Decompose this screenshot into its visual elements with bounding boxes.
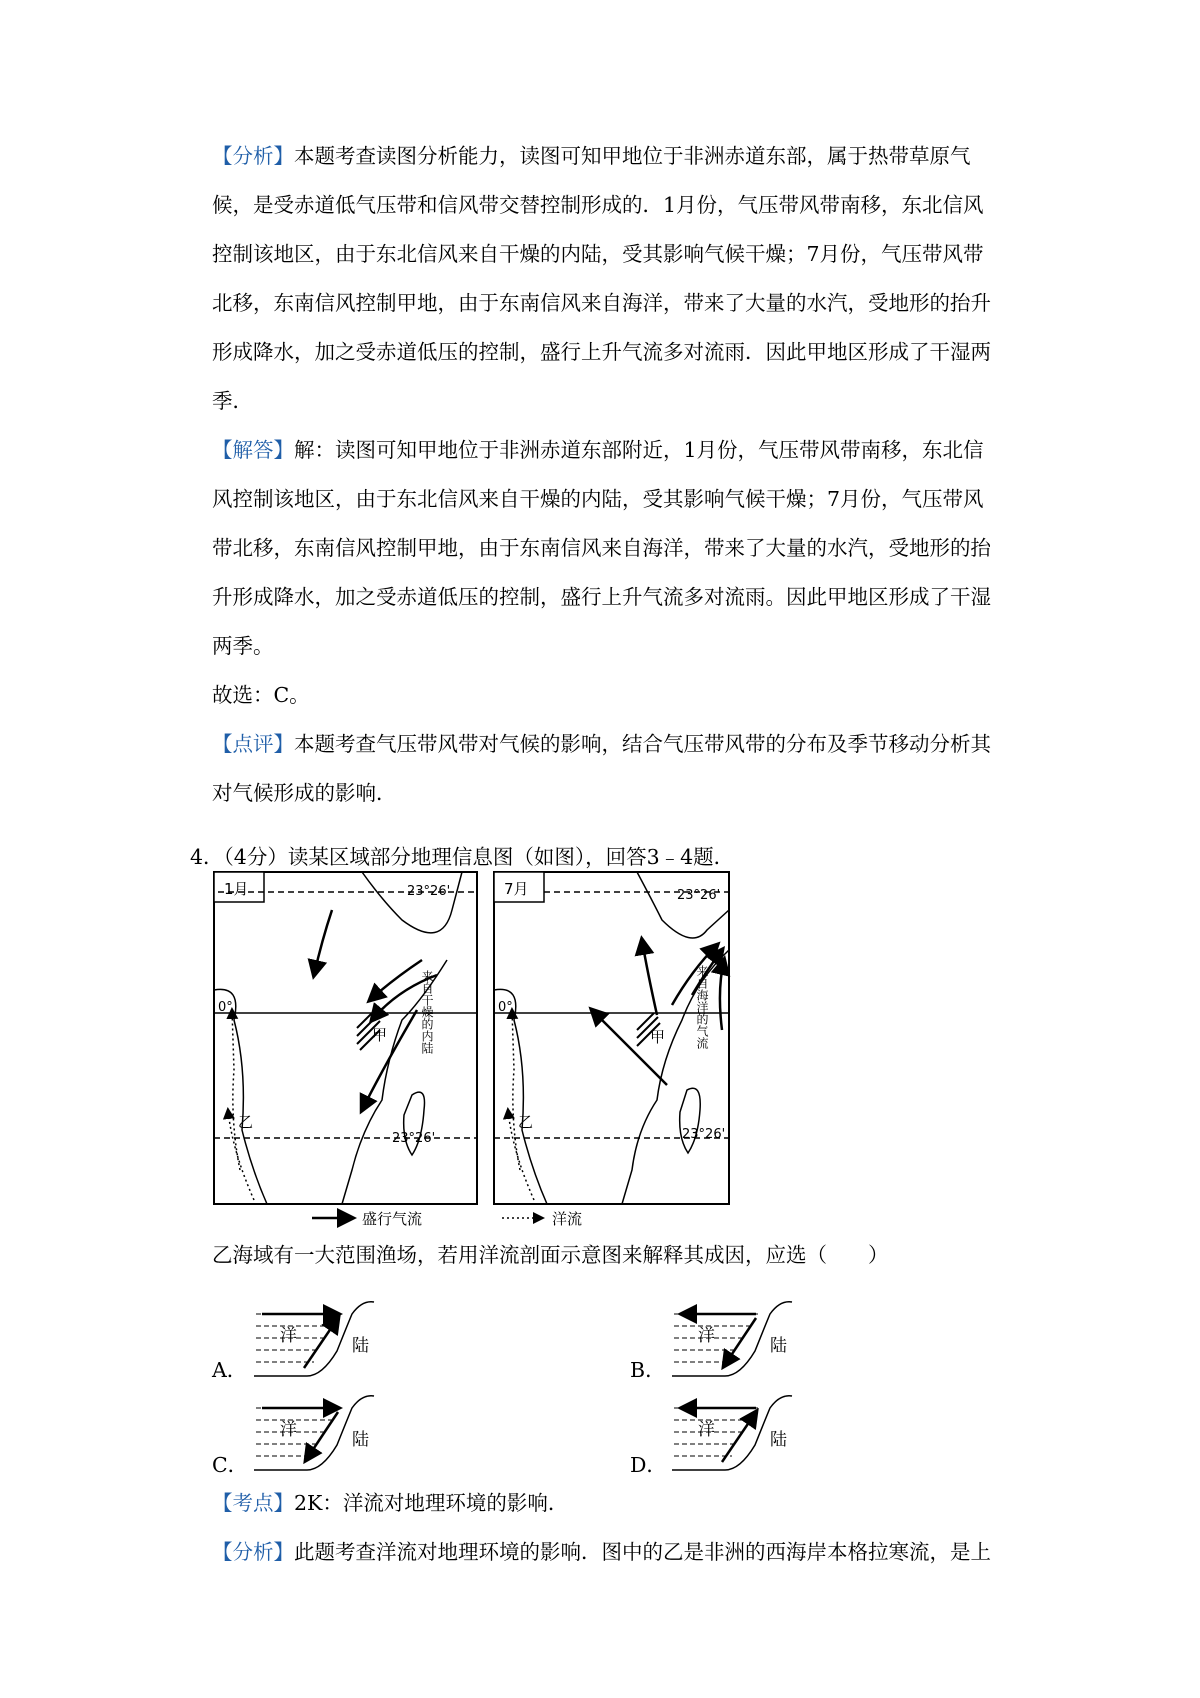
answer-paragraph [212, 426, 1024, 720]
point-jia-label: 甲 [650, 1028, 666, 1046]
option-c-letter[interactable]: C． [212, 1453, 249, 1477]
option-a-figure[interactable] [252, 1296, 382, 1386]
region-maps-figure [212, 870, 762, 1240]
kaodian-tag: 【考点】 [212, 1491, 294, 1515]
lat-label-top: 23°26' [407, 884, 451, 899]
land-label: 陆 [770, 1430, 787, 1450]
map-july [494, 872, 729, 1204]
vertical-annotation: 来自海洋的气流 [695, 965, 709, 1049]
answer-choice: 故选：C。 [212, 683, 310, 707]
analysis2-line [212, 1537, 991, 1567]
point-yi-label: 乙 [238, 1113, 254, 1131]
comment-line: 本题考查气压带风带对气候的影响，结合气压带风带的分布及季节移动分析其 [294, 732, 991, 756]
analysis-line: 本题考查读图分析能力，读图可知甲地位于非洲赤道东部，属于热带草原气 [294, 144, 971, 168]
ocean-label: 洋 [280, 1420, 297, 1440]
ocean-label: 洋 [698, 1420, 715, 1440]
option-c-figure[interactable] [252, 1390, 382, 1480]
map-month-label: 7月 [504, 880, 529, 898]
point-jia-label: 甲 [372, 1026, 388, 1044]
lat-label-bottom: 23°26' [682, 1127, 726, 1142]
answer-line: 风控制该地区，由于东北信风来自干燥的内陆，受其影响气候干燥；7月份，气压带风 [212, 487, 984, 511]
answer-line: 解：读图可知甲地位于非洲赤道东部附近，1月份，气压带风带南移，东北信 [294, 438, 984, 462]
legend-wind-label: 盛行气流 [362, 1210, 423, 1228]
ocean-label: 洋 [698, 1326, 715, 1346]
point-yi-label: 乙 [518, 1113, 534, 1131]
comment-paragraph [212, 720, 1024, 818]
map-january [214, 872, 477, 1204]
analysis-tag: 【分析】 [212, 144, 294, 168]
lat-label-bottom: 23°26' [392, 1131, 436, 1146]
analysis-line: 形成降水，加之受赤道低压的控制，盛行上升气流多对流雨．因此甲地区形成了干湿两 [212, 340, 991, 364]
lat-label-equator: 0° [498, 1000, 513, 1015]
kaodian-text: 2K：洋流对地理环境的影响． [294, 1491, 569, 1515]
analysis2-tag: 【分析】 [212, 1540, 294, 1564]
answer-line: 两季。 [212, 634, 274, 658]
comment-tag: 【点评】 [212, 732, 294, 756]
answer-tag: 【解答】 [212, 438, 294, 462]
kaodian-line [212, 1488, 568, 1518]
option-b-figure[interactable] [670, 1296, 800, 1386]
legend-current-label: 洋流 [552, 1210, 583, 1228]
analysis2-text: 此题考查洋流对地理环境的影响．图中的乙是非洲的西海岸本格拉寒流，是上 [294, 1540, 991, 1564]
analysis-paragraph [212, 132, 1024, 426]
map-month-label: 1月 [224, 880, 249, 898]
analysis-line: 控制该地区，由于东北信风来自干燥的内陆，受其影响气候干燥；7月份，气压带风带 [212, 242, 984, 266]
answer-line: 升形成降水，加之受赤道低压的控制，盛行上升气流多对流雨。因此甲地区形成了干湿 [212, 585, 991, 609]
land-label: 陆 [770, 1336, 787, 1356]
analysis-line: 季． [212, 389, 253, 413]
question-text: 乙海域有一大范围渔场，若用洋流剖面示意图来解释其成因，应选（ ） [212, 1243, 889, 1267]
option-a-letter[interactable]: A． [212, 1358, 248, 1382]
land-label: 陆 [352, 1430, 369, 1450]
vertical-annotation: 来自干燥的内陆 [420, 970, 434, 1054]
option-d-figure[interactable] [670, 1390, 800, 1480]
analysis-line: 候，是受赤道低气压带和信风带交替控制形成的．1月份，气压带风带南移，东北信风 [212, 193, 984, 217]
lat-label-top: 23°26' [677, 888, 721, 903]
option-b-letter[interactable]: B． [630, 1358, 666, 1382]
map-legend [312, 1210, 582, 1228]
ocean-label: 洋 [280, 1326, 297, 1346]
comment-line: 对气候形成的影响． [212, 781, 397, 805]
option-d-letter[interactable]: D． [630, 1453, 667, 1477]
land-label: 陆 [352, 1336, 369, 1356]
answer-line: 带北移，东南信风控制甲地，由于东南信风来自海洋，带来了大量的水汽，受地形的抬 [212, 536, 991, 560]
lat-label-equator: 0° [218, 1000, 233, 1015]
question-4-header: 4．（4分）读某区域部分地理信息图（如图），回答3﹣4题． [190, 845, 735, 869]
analysis-line: 北移，东南信风控制甲地，由于东南信风来自海洋，带来了大量的水汽，受地形的抬升 [212, 291, 991, 315]
